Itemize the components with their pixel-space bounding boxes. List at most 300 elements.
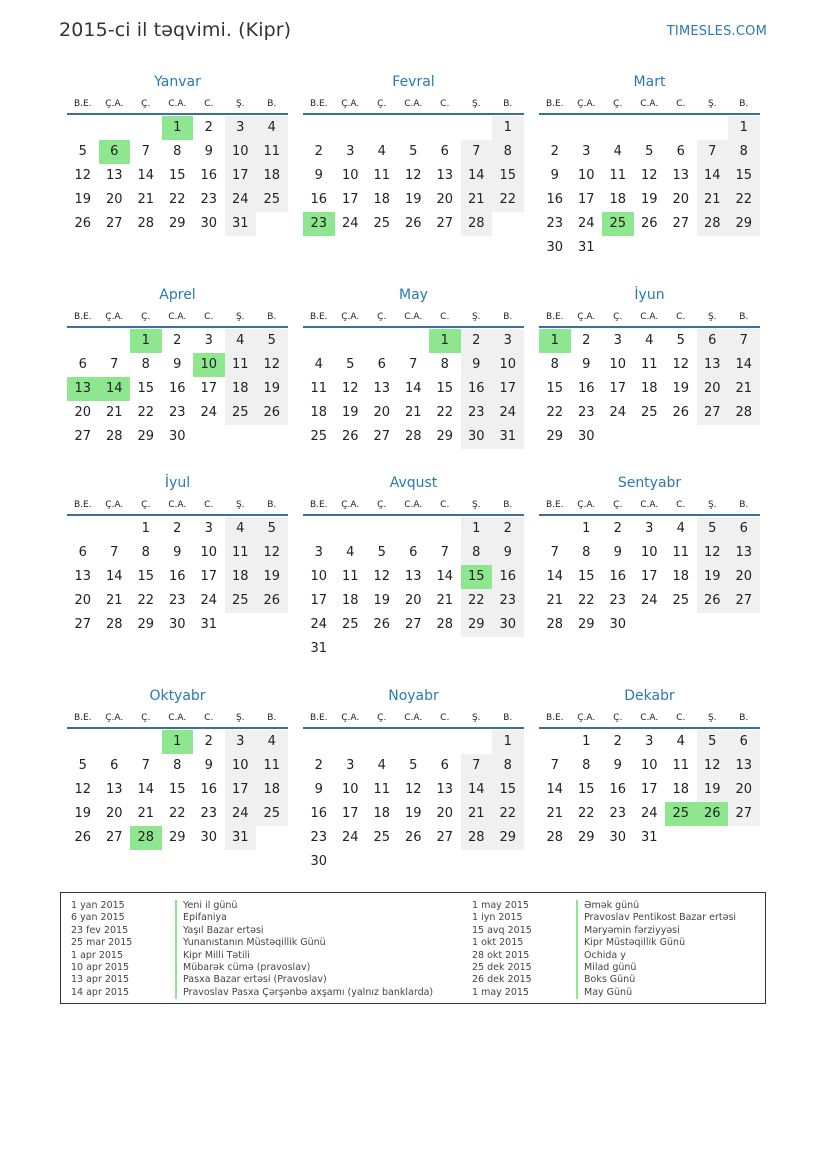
day-cell[interactable]: 14: [99, 377, 131, 401]
day-cell[interactable]: 19: [697, 778, 729, 802]
day-cell[interactable]: 6: [409, 545, 418, 560]
day-cell[interactable]: 2: [461, 329, 493, 353]
day-cell[interactable]: 8: [728, 140, 760, 164]
day-cell[interactable]: 25: [310, 429, 328, 444]
day-cell[interactable]: 3: [225, 116, 257, 140]
day-cell[interactable]: 14: [546, 782, 564, 797]
day-cell[interactable]: 26: [672, 405, 690, 420]
day-cell[interactable]: 25: [256, 188, 288, 212]
day-cell[interactable]: 12: [74, 168, 92, 183]
day-cell[interactable]: 3: [204, 521, 213, 536]
day-cell[interactable]: 12: [74, 782, 92, 797]
day-cell[interactable]: 2: [492, 517, 524, 541]
day-cell[interactable]: 21: [137, 806, 155, 821]
day-cell[interactable]: 24: [577, 216, 595, 231]
day-cell[interactable]: 13: [105, 782, 123, 797]
day-cell[interactable]: 4: [256, 116, 288, 140]
day-cell[interactable]: 23: [577, 405, 595, 420]
day-cell[interactable]: 4: [613, 144, 622, 159]
day-cell[interactable]: 10: [341, 168, 359, 183]
day-cell[interactable]: 21: [436, 593, 454, 608]
day-cell[interactable]: 3: [613, 333, 622, 348]
day-cell[interactable]: 2: [582, 333, 591, 348]
day-cell[interactable]: 26: [256, 589, 288, 613]
day-cell[interactable]: 24: [640, 806, 658, 821]
day-cell[interactable]: 31: [225, 826, 257, 850]
day-cell[interactable]: 14: [728, 353, 760, 377]
day-cell[interactable]: 12: [640, 168, 658, 183]
day-cell[interactable]: 29: [546, 429, 564, 444]
day-cell[interactable]: 31: [310, 641, 328, 656]
day-cell[interactable]: 19: [74, 192, 92, 207]
day-cell[interactable]: 8: [582, 545, 591, 560]
day-cell[interactable]: 13: [697, 353, 729, 377]
day-cell[interactable]: 8: [582, 758, 591, 773]
day-cell[interactable]: 26: [74, 216, 92, 231]
day-cell[interactable]: 1: [141, 521, 150, 536]
day-cell[interactable]: 24: [200, 593, 218, 608]
day-cell[interactable]: 21: [546, 806, 564, 821]
day-cell[interactable]: 3: [582, 144, 591, 159]
day-cell[interactable]: 23: [546, 216, 564, 231]
day-cell[interactable]: 27: [728, 802, 760, 826]
day-cell[interactable]: 11: [609, 168, 627, 183]
day-cell[interactable]: 15: [137, 381, 155, 396]
day-cell[interactable]: 18: [341, 593, 359, 608]
day-cell[interactable]: 20: [373, 405, 391, 420]
day-cell[interactable]: 28: [105, 429, 123, 444]
day-cell[interactable]: 23: [492, 589, 524, 613]
day-cell[interactable]: 29: [728, 212, 760, 236]
day-cell[interactable]: 6: [110, 758, 119, 773]
day-cell[interactable]: 5: [676, 333, 685, 348]
day-cell[interactable]: 11: [310, 381, 328, 396]
day-cell[interactable]: 2: [613, 734, 622, 749]
day-cell[interactable]: 27: [728, 589, 760, 613]
day-cell[interactable]: 12: [404, 782, 422, 797]
day-cell[interactable]: 17: [225, 164, 257, 188]
day-cell[interactable]: 18: [256, 778, 288, 802]
day-cell[interactable]: 19: [341, 405, 359, 420]
day-cell[interactable]: 16: [200, 782, 218, 797]
day-cell[interactable]: 17: [640, 569, 658, 584]
day-cell[interactable]: 3: [645, 734, 654, 749]
day-cell[interactable]: 11: [256, 140, 288, 164]
day-cell[interactable]: 7: [409, 357, 418, 372]
day-cell[interactable]: 18: [225, 565, 257, 589]
day-cell[interactable]: 27: [436, 216, 454, 231]
day-cell[interactable]: 8: [141, 545, 150, 560]
day-cell[interactable]: 24: [341, 216, 359, 231]
day-cell[interactable]: 8: [461, 541, 493, 565]
day-cell[interactable]: 21: [461, 188, 493, 212]
day-cell[interactable]: 16: [168, 569, 186, 584]
day-cell[interactable]: 8: [492, 754, 524, 778]
day-cell[interactable]: 13: [105, 168, 123, 183]
day-cell[interactable]: 3: [492, 329, 524, 353]
day-cell[interactable]: 19: [256, 377, 288, 401]
day-cell[interactable]: 16: [310, 192, 328, 207]
day-cell[interactable]: 14: [461, 778, 493, 802]
day-cell[interactable]: 18: [373, 192, 391, 207]
day-cell[interactable]: 9: [550, 168, 559, 183]
day-cell[interactable]: 4: [645, 333, 654, 348]
day-cell[interactable]: 15: [168, 782, 186, 797]
day-cell[interactable]: 15: [577, 569, 595, 584]
day-cell[interactable]: 23: [609, 806, 627, 821]
day-cell[interactable]: 13: [672, 168, 690, 183]
day-cell[interactable]: 17: [577, 192, 595, 207]
day-cell[interactable]: 20: [672, 192, 690, 207]
day-cell[interactable]: 21: [461, 802, 493, 826]
day-cell[interactable]: 25: [373, 830, 391, 845]
day-cell[interactable]: 30: [609, 617, 627, 632]
day-cell[interactable]: 17: [200, 569, 218, 584]
day-cell[interactable]: 26: [74, 830, 92, 845]
day-cell[interactable]: 30: [609, 830, 627, 845]
day-cell[interactable]: 16: [577, 381, 595, 396]
day-cell[interactable]: 23: [200, 806, 218, 821]
day-cell[interactable]: 7: [141, 758, 150, 773]
day-cell[interactable]: 16: [492, 565, 524, 589]
day-cell[interactable]: 16: [310, 806, 328, 821]
day-cell[interactable]: 9: [314, 782, 323, 797]
day-cell[interactable]: 16: [168, 381, 186, 396]
day-cell[interactable]: 11: [373, 168, 391, 183]
day-cell[interactable]: 29: [577, 617, 595, 632]
day-cell[interactable]: 21: [404, 405, 422, 420]
day-cell[interactable]: 8: [492, 140, 524, 164]
day-cell[interactable]: 28: [546, 617, 564, 632]
day-cell[interactable]: 9: [173, 545, 182, 560]
day-cell[interactable]: 23: [168, 593, 186, 608]
day-cell[interactable]: 14: [436, 569, 454, 584]
day-cell[interactable]: 5: [256, 329, 288, 353]
day-cell[interactable]: 15: [137, 569, 155, 584]
day-cell[interactable]: 19: [256, 565, 288, 589]
day-cell[interactable]: 12: [697, 541, 729, 565]
day-cell[interactable]: 11: [225, 541, 257, 565]
day-cell[interactable]: 29: [168, 216, 186, 231]
day-cell[interactable]: 31: [492, 425, 524, 449]
day-cell[interactable]: 30: [200, 830, 218, 845]
day-cell[interactable]: 8: [550, 357, 559, 372]
day-cell[interactable]: 3: [645, 521, 654, 536]
day-cell[interactable]: 3: [314, 545, 323, 560]
day-cell[interactable]: 26: [697, 802, 729, 826]
day-cell[interactable]: 18: [672, 782, 690, 797]
day-cell[interactable]: 16: [200, 168, 218, 183]
day-cell[interactable]: 4: [256, 730, 288, 754]
day-cell[interactable]: 4: [377, 758, 386, 773]
day-cell[interactable]: 24: [225, 188, 257, 212]
day-cell[interactable]: 5: [409, 144, 418, 159]
day-cell[interactable]: 6: [697, 329, 729, 353]
day-cell[interactable]: 6: [99, 140, 131, 164]
day-cell[interactable]: 28: [461, 826, 493, 850]
day-cell[interactable]: 10: [640, 758, 658, 773]
day-cell[interactable]: 6: [728, 517, 760, 541]
day-cell[interactable]: 30: [577, 429, 595, 444]
day-cell[interactable]: 7: [461, 140, 493, 164]
day-cell[interactable]: 5: [697, 730, 729, 754]
day-cell[interactable]: 18: [640, 381, 658, 396]
day-cell[interactable]: 15: [168, 168, 186, 183]
day-cell[interactable]: 6: [377, 357, 386, 372]
day-cell[interactable]: 7: [697, 140, 729, 164]
day-cell[interactable]: 17: [200, 381, 218, 396]
day-cell[interactable]: 15: [461, 565, 493, 589]
day-cell[interactable]: 5: [346, 357, 355, 372]
day-cell[interactable]: 18: [609, 192, 627, 207]
day-cell[interactable]: 10: [577, 168, 595, 183]
day-cell[interactable]: 30: [492, 613, 524, 637]
day-cell[interactable]: 20: [728, 778, 760, 802]
day-cell[interactable]: 3: [225, 730, 257, 754]
day-cell[interactable]: 22: [546, 405, 564, 420]
day-cell[interactable]: 11: [640, 357, 658, 372]
day-cell[interactable]: 6: [78, 545, 87, 560]
day-cell[interactable]: 5: [645, 144, 654, 159]
day-cell[interactable]: 13: [373, 381, 391, 396]
day-cell[interactable]: 25: [225, 589, 257, 613]
day-cell[interactable]: 1: [130, 329, 162, 353]
day-cell[interactable]: 22: [168, 192, 186, 207]
day-cell[interactable]: 24: [640, 593, 658, 608]
day-cell[interactable]: 5: [256, 517, 288, 541]
day-cell[interactable]: 1: [461, 517, 493, 541]
day-cell[interactable]: 13: [67, 377, 99, 401]
day-cell[interactable]: 22: [492, 188, 524, 212]
day-cell[interactable]: 23: [168, 405, 186, 420]
day-cell[interactable]: 24: [225, 802, 257, 826]
day-cell[interactable]: 5: [78, 758, 87, 773]
day-cell[interactable]: 12: [256, 353, 288, 377]
day-cell[interactable]: 24: [492, 401, 524, 425]
day-cell[interactable]: 26: [341, 429, 359, 444]
day-cell[interactable]: 20: [697, 377, 729, 401]
day-cell[interactable]: 13: [728, 754, 760, 778]
day-cell[interactable]: 6: [440, 758, 449, 773]
day-cell[interactable]: 27: [373, 429, 391, 444]
day-cell[interactable]: 2: [173, 333, 182, 348]
day-cell[interactable]: 2: [204, 120, 213, 135]
day-cell[interactable]: 31: [640, 830, 658, 845]
day-cell[interactable]: 9: [582, 357, 591, 372]
day-cell[interactable]: 29: [577, 830, 595, 845]
day-cell[interactable]: 4: [676, 734, 685, 749]
day-cell[interactable]: 31: [225, 212, 257, 236]
day-cell[interactable]: 1: [492, 730, 524, 754]
day-cell[interactable]: 14: [105, 569, 123, 584]
day-cell[interactable]: 24: [310, 617, 328, 632]
day-cell[interactable]: 22: [577, 806, 595, 821]
day-cell[interactable]: 29: [137, 429, 155, 444]
day-cell[interactable]: 15: [436, 381, 454, 396]
day-cell[interactable]: 1: [728, 116, 760, 140]
day-cell[interactable]: 29: [137, 617, 155, 632]
day-cell[interactable]: 30: [310, 854, 328, 869]
day-cell[interactable]: 6: [440, 144, 449, 159]
day-cell[interactable]: 5: [78, 144, 87, 159]
day-cell[interactable]: 25: [256, 802, 288, 826]
day-cell[interactable]: 27: [105, 830, 123, 845]
day-cell[interactable]: 7: [141, 144, 150, 159]
day-cell[interactable]: 27: [74, 429, 92, 444]
day-cell[interactable]: 5: [697, 517, 729, 541]
day-cell[interactable]: 16: [461, 377, 493, 401]
day-cell[interactable]: 22: [577, 593, 595, 608]
day-cell[interactable]: 11: [373, 782, 391, 797]
day-cell[interactable]: 14: [137, 168, 155, 183]
day-cell[interactable]: 21: [546, 593, 564, 608]
day-cell[interactable]: 1: [429, 329, 461, 353]
day-cell[interactable]: 27: [672, 216, 690, 231]
day-cell[interactable]: 19: [404, 806, 422, 821]
day-cell[interactable]: 27: [436, 830, 454, 845]
day-cell[interactable]: 1: [162, 730, 194, 754]
day-cell[interactable]: 1: [582, 521, 591, 536]
day-cell[interactable]: 14: [546, 569, 564, 584]
day-cell[interactable]: 20: [728, 565, 760, 589]
day-cell[interactable]: 7: [110, 357, 119, 372]
day-cell[interactable]: 8: [141, 357, 150, 372]
day-cell[interactable]: 20: [105, 806, 123, 821]
day-cell[interactable]: 9: [461, 353, 493, 377]
day-cell[interactable]: 22: [137, 405, 155, 420]
day-cell[interactable]: 20: [74, 405, 92, 420]
day-cell[interactable]: 7: [728, 329, 760, 353]
day-cell[interactable]: 22: [461, 589, 493, 613]
day-cell[interactable]: 4: [314, 357, 323, 372]
day-cell[interactable]: 11: [341, 569, 359, 584]
day-cell[interactable]: 1: [539, 329, 571, 353]
day-cell[interactable]: 27: [105, 216, 123, 231]
day-cell[interactable]: 8: [440, 357, 449, 372]
day-cell[interactable]: 11: [225, 353, 257, 377]
day-cell[interactable]: 21: [697, 188, 729, 212]
day-cell[interactable]: 9: [204, 144, 213, 159]
day-cell[interactable]: 4: [346, 545, 355, 560]
day-cell[interactable]: 4: [225, 329, 257, 353]
day-cell[interactable]: 28: [461, 212, 493, 236]
day-cell[interactable]: 15: [492, 164, 524, 188]
day-cell[interactable]: 4: [225, 517, 257, 541]
day-cell[interactable]: 9: [204, 758, 213, 773]
day-cell[interactable]: 17: [609, 381, 627, 396]
day-cell[interactable]: 20: [105, 192, 123, 207]
day-cell[interactable]: 11: [672, 545, 690, 560]
day-cell[interactable]: 2: [204, 734, 213, 749]
day-cell[interactable]: 7: [440, 545, 449, 560]
day-cell[interactable]: 14: [697, 164, 729, 188]
day-cell[interactable]: 25: [373, 216, 391, 231]
day-cell[interactable]: 12: [341, 381, 359, 396]
day-cell[interactable]: 28: [404, 429, 422, 444]
day-cell[interactable]: 19: [404, 192, 422, 207]
day-cell[interactable]: 28: [546, 830, 564, 845]
day-cell[interactable]: 15: [546, 381, 564, 396]
day-cell[interactable]: 17: [640, 782, 658, 797]
day-cell[interactable]: 30: [168, 429, 186, 444]
day-cell[interactable]: 26: [640, 216, 658, 231]
day-cell[interactable]: 28: [105, 617, 123, 632]
day-cell[interactable]: 26: [404, 216, 422, 231]
day-cell[interactable]: 26: [697, 589, 729, 613]
day-cell[interactable]: 28: [130, 826, 162, 850]
day-cell[interactable]: 23: [461, 401, 493, 425]
day-cell[interactable]: 18: [256, 164, 288, 188]
day-cell[interactable]: 1: [162, 116, 194, 140]
day-cell[interactable]: 5: [377, 545, 386, 560]
day-cell[interactable]: 26: [256, 401, 288, 425]
day-cell[interactable]: 1: [492, 116, 524, 140]
day-cell[interactable]: 9: [314, 168, 323, 183]
day-cell[interactable]: 31: [200, 617, 218, 632]
day-cell[interactable]: 23: [303, 212, 335, 236]
day-cell[interactable]: 18: [373, 806, 391, 821]
day-cell[interactable]: 29: [436, 429, 454, 444]
day-cell[interactable]: 2: [613, 521, 622, 536]
day-cell[interactable]: 8: [173, 758, 182, 773]
day-cell[interactable]: 19: [697, 565, 729, 589]
day-cell[interactable]: 3: [204, 333, 213, 348]
day-cell[interactable]: 10: [200, 545, 218, 560]
day-cell[interactable]: 17: [310, 593, 328, 608]
day-cell[interactable]: 30: [168, 617, 186, 632]
day-cell[interactable]: 16: [609, 782, 627, 797]
day-cell[interactable]: 24: [609, 405, 627, 420]
day-cell[interactable]: 18: [310, 405, 328, 420]
day-cell[interactable]: 20: [74, 593, 92, 608]
day-cell[interactable]: 23: [310, 830, 328, 845]
day-cell[interactable]: 12: [672, 357, 690, 372]
day-cell[interactable]: 2: [173, 521, 182, 536]
day-cell[interactable]: 20: [404, 593, 422, 608]
day-cell[interactable]: 13: [728, 541, 760, 565]
day-cell[interactable]: 14: [137, 782, 155, 797]
day-cell[interactable]: 30: [200, 216, 218, 231]
day-cell[interactable]: 12: [404, 168, 422, 183]
day-cell[interactable]: 12: [256, 541, 288, 565]
day-cell[interactable]: 4: [377, 144, 386, 159]
day-cell[interactable]: 9: [492, 541, 524, 565]
day-cell[interactable]: 4: [676, 521, 685, 536]
day-cell[interactable]: 21: [137, 192, 155, 207]
day-cell[interactable]: 9: [613, 545, 622, 560]
day-cell[interactable]: 22: [728, 188, 760, 212]
day-cell[interactable]: 28: [436, 617, 454, 632]
day-cell[interactable]: 9: [173, 357, 182, 372]
day-cell[interactable]: 21: [105, 593, 123, 608]
day-cell[interactable]: 10: [310, 569, 328, 584]
day-cell[interactable]: 3: [346, 758, 355, 773]
day-cell[interactable]: 13: [74, 569, 92, 584]
day-cell[interactable]: 13: [436, 168, 454, 183]
day-cell[interactable]: 6: [728, 730, 760, 754]
day-cell[interactable]: 10: [609, 357, 627, 372]
day-cell[interactable]: 26: [373, 617, 391, 632]
day-cell[interactable]: 17: [341, 806, 359, 821]
day-cell[interactable]: 11: [256, 754, 288, 778]
day-cell[interactable]: 27: [697, 401, 729, 425]
day-cell[interactable]: 25: [640, 405, 658, 420]
day-cell[interactable]: 2: [314, 144, 323, 159]
day-cell[interactable]: 10: [193, 353, 225, 377]
day-cell[interactable]: 19: [640, 192, 658, 207]
day-cell[interactable]: 31: [577, 240, 595, 255]
day-cell[interactable]: 28: [697, 212, 729, 236]
